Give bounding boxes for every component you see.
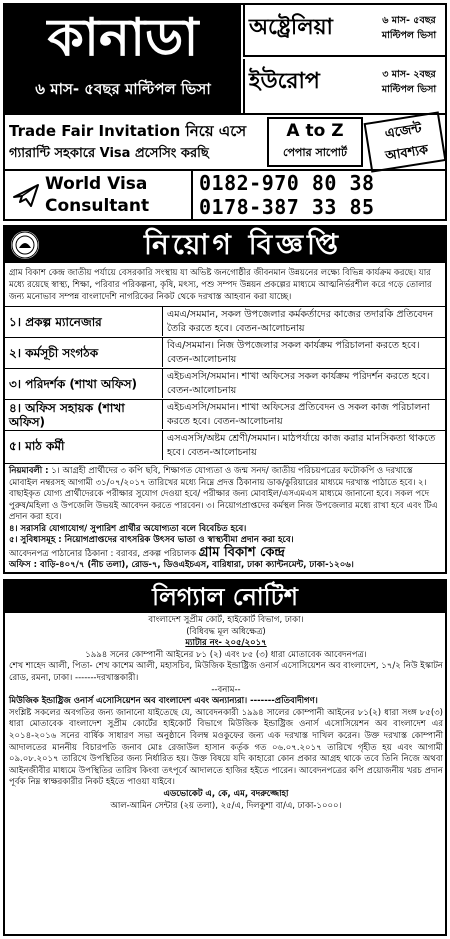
canada-subtitle: ৬ মাস- ৫বছর মাল্টিপল ভিসা xyxy=(35,80,211,98)
rules-text-1: ১। আগ্রহী প্রার্থীদের ৩ কপি ছবি, শিক্ষাগত যোগ্যতা ও জন্ম সনদ/ জাতীয় পরিচয়পত্রের ফটোকপি ও দরখাস্তে মোবাইল নম্বরসহ আগামী ৩১/০৭/২০১৭ তারিখের মধ্যে নিম্নে প্রদত্ত ঠিকানায় ডাক/কুরিয়ারের মাধ্যমে দরখাস্ত পাঠাতে হবে। ২। বাছাইকৃত যোগ্য প্রার্থীদেরকে পরীক্ষার সুযোগ দেওয়া হবে/ পরীক্ষার জন্য মোবাইল/এসএমএস মাধ্যমে জানানো হবে। সকল পদে পুরুষ/মহিলা ও উপজেলি উভয়ই আবেদন করতে পারবেন। ৩। নিয়োগপ্রাপ্তদের কর্মস্থল নিজ উপজেলার মধ্যে রাখা হবে এবং টিএ প্রদান করা হবে। xyxy=(9,466,438,522)
agent-wanted-stamp xyxy=(364,111,447,172)
company-name xyxy=(45,173,185,217)
versus: --বনাম-- xyxy=(211,684,241,695)
rules-section xyxy=(5,463,445,572)
legal-notice xyxy=(3,579,447,936)
phone-number-1: 0182-970 80 38 xyxy=(199,171,375,195)
company-name-line-2: Consultant xyxy=(45,196,150,216)
signatory: এডভোকেট এ, কে, এম, বদরুজ্জোহা xyxy=(163,788,289,799)
canada-panel xyxy=(5,5,241,113)
post-row xyxy=(5,399,445,430)
recruitment-title: নিয়োগ বিজ্ঞপ্তি xyxy=(143,228,343,261)
post-title: ১। প্রকল্প ম্যানেজার xyxy=(5,307,163,336)
posts-table xyxy=(5,306,445,461)
europe-duration xyxy=(374,67,444,97)
canada-title: কানাডা xyxy=(47,8,199,68)
post-row xyxy=(5,430,445,461)
post-row xyxy=(5,306,445,337)
contact-row xyxy=(5,169,445,219)
phone-number-2: 0178-387 33 85 xyxy=(199,195,375,219)
legal-notice-body xyxy=(9,615,443,812)
signatory-address: আল-আমিন সেন্টার (২য় তলা), ২৫/এ, দিলকুশা বা/এ, ঢাকা-১০০০। xyxy=(110,800,342,811)
post-description: এসএসসি/অষ্টম শ্রেণী/সমমান। মাঠপর্যায়ে কাজ করার মানসিকতা থাকতে হবে। বেতন-আলোচনায় xyxy=(167,433,436,458)
notice-text: সংশ্লিষ্ট সকলের অবগতির জন্য জানানো যাইতেছে যে, আবেদনকারী ১৯৯৪ সালের কোম্পানী আইনের ৮১(২) ধারা সংঙ্গ ৮৫(৩) ধারা মোতাবেক বাংলাদেশ সুপ্রীম কোর্টের হাইকোর্ট বিভাগে মিউজিক ইন্ডাষ্ট্রিজ ওনার্স এসোসিয়েশন অব বাংলাদেশ এর ২০১৪-২০১৬ সনের বার্ষিক সাধারণ সভা অনুষ্ঠানে বিলম্ব মওকুফের জন্য এক দরখাস্ত দাখিল করেন। উক্ত দরখাস্ত কোম্পানী আদালতের মাননীয় বিচারপতি জনাব মোঃ রেজাউল হাসান কর্তৃক গত ০৬.০৭.২০১৭ তারিখে গৃহীত হয় এবং আগামী ০৯.০৮.২০১৭ তারিখে উপস্থিতির জন্য নির্ধারিত হয়। উক্ত বিষয়ে যদি কাহারো কোন প্রকার আগ্রহ থাকে তবে তিনি নিজে অথবা আইনজীবীর মাধ্যমে উপস্থিতির তারিখ কিংবা তৎপূর্বে আদালতে হাজির হইতে পারেন। আবেদনপত্রের কপি প্রয়োজনীয় খরচ প্রদান পূর্বক নিম্ন স্বাক্ষরকারীর নিকট হইতে পাওয়া যাইবে। xyxy=(9,707,443,788)
post-title: ৫। মাঠ কর্মী xyxy=(5,431,163,460)
post-row xyxy=(5,337,445,368)
australia-duration-line-1: ৬ মাস- ৫বছর xyxy=(382,15,436,26)
europe-duration-line-1: ৩ মাস- ২বছর xyxy=(382,69,436,80)
recruitment-intro: গ্রাম বিকাশ কেন্দ্র জাতীয় পর্যায়ে বেসরকারি সংস্থায় যা অভিষ্ট জনগোষ্ঠীর জীবনমান উন্নয়নের লক্ষ্যে বিভিন্ন কার্যক্রম করছে। যার মধ্যে রয়েছে স্বাস্থ্য, শিক্ষা, পরিবার পরিকল্পনা, কৃষি, মৎস্য, পশু সম্পদ উন্নয়ন প্রকল্পের মাধ্যমে আত্মনির্ভরশীল করে গড়ে তোলার জন্য মনোভাব সম্পন্ন বাংলাদেশি নাগরিকের নিকট থেকে দরখাস্ত আহবান করা যাচ্ছে। xyxy=(9,268,432,302)
agent-wanted-line-1: এজেন্ট xyxy=(383,121,423,142)
australia-duration-line-2: মাল্টিপল ভিসা xyxy=(381,30,437,41)
rules-paragraph-1 xyxy=(9,466,441,524)
paper-support-subtitle: পেপার সাপোর্ট xyxy=(283,146,347,159)
post-description: এমএ/সমমান, সকল উপজেলার কর্মকর্তাদের কাজের তদারকি প্রতিবেদন তৈরি করতে হবে। বেতন-আলোচনায় xyxy=(167,309,434,334)
rules-text-2: ৪। সরাসরি যোগাযোগ/ সুপারিশ প্রার্থীর অযোগ্যতা বলে বিবেচিত হবে। xyxy=(9,523,247,534)
europe-panel xyxy=(243,59,447,113)
organization-name: গ্রাম বিকাশ কেন্দ্র xyxy=(198,544,285,560)
trade-fair-text xyxy=(9,119,259,165)
paper-support-title: A to Z xyxy=(286,121,344,141)
australia-panel xyxy=(243,5,447,57)
court-name: বাংলাদেশ সুপ্রীম কোর্ট, হাইকোর্ট বিভাগ, ঢাকা। xyxy=(148,615,304,625)
send-to-text: আবেদনপত্র পাঠানোর ঠিকানা : বরাবর, প্রকল্প পরিচালক xyxy=(9,548,197,559)
post-description: বিএ/সমমান। নিজ উপজেলার সকল কার্যক্রম পরিচালনা করতে হবে। বেতন-আলোচনায় xyxy=(167,340,420,365)
phone-numbers xyxy=(191,171,447,221)
jurisdiction: (বিধিবদ্ধ মূল অধিক্ষেত্র) xyxy=(186,626,266,637)
trade-fair-line-2: গ্যারান্টি সহকারে Visa প্রসেসিং করছি xyxy=(9,146,209,161)
post-title: ২। কর্মসূচী সংগঠক xyxy=(5,338,163,367)
post-description: এইচএসসি/সমমান। শাখা অফিসের সকল কার্যক্রম পরিদর্শন করতে হবে। বেতন-আলোচনায় xyxy=(167,371,430,396)
europe-name: ইউরোপ xyxy=(249,69,320,94)
company-name-line-1: World Visa xyxy=(45,174,148,194)
rules-label: নিয়মাবলী : xyxy=(9,466,49,476)
trade-fair-line-1: Trade Fair Invitation নিয়ে এসে xyxy=(9,122,247,140)
legal-notice-title: লিগ্যাল নোটিশ xyxy=(5,581,445,613)
application-address-line xyxy=(9,544,441,561)
post-row xyxy=(5,368,445,399)
trade-fair-row xyxy=(5,113,445,169)
act-reference: ১৯৯৪ সনের কোম্পানী আইনের ৮১ (২) এবং ৮৫ (৩) ধারা মোতাবেক আবেদনপত্র। xyxy=(85,649,367,660)
post-title: ৪। অফিস সহায়ক (শাখা অফিস) xyxy=(5,400,163,429)
post-description: এইচএসসি/সমমান। শাখা অফিসের প্রতিবেদন ও সকল কাজ পরিচালনা করতে হবে। বেতন-আলোচনায় xyxy=(167,402,430,427)
office-address: অফিস : বাড়ি-৪০৭/৭ (নীচ তলা), রোড-৭, ডিওএইচএস, বারিধারা, ঢাকা ক্যান্টনমেন্ট, ঢাকা-১২০৬। xyxy=(9,560,354,570)
organization-logo-icon xyxy=(11,231,39,259)
plane-icon xyxy=(11,180,41,210)
post-title: ৩। পরিদর্শক (শাখা অফিস) xyxy=(5,369,163,398)
agent-wanted-line-2: আবশ্যক xyxy=(384,142,430,165)
rules-text-3: ৫। সুবিধাসমূহ : নিয়োগপ্রাপ্তদের বাৎসরিক উৎসব ভাতা ও স্বাস্থ্যবীমা প্রদান করা হবে। xyxy=(9,535,294,545)
australia-name: অষ্ট্রেলিয়া xyxy=(249,15,333,40)
matter-number: ম্যাটার নং- ২০৫/২০১৭ xyxy=(185,638,267,649)
europe-duration-line-2: মাল্টিপল ভিসা xyxy=(381,84,437,95)
petitioner: শেখ শাহেদ আলী, পিতা- শেখ কাশেম আলী, মহাসচিব, মিউজিক ইন্ডাষ্ট্রিজ ওনার্স এসোসিয়েশন অব বাংলাদেশ, ১৭/২ নিউ ইস্কাটন রোড, রমনা, ঢাকা। -------দরখাস্তকারী। xyxy=(9,661,443,683)
recruitment-advertisement xyxy=(3,225,447,574)
recruitment-banner xyxy=(5,227,445,263)
visa-advertisement xyxy=(3,3,447,221)
paper-support-box xyxy=(267,117,363,167)
respondent: মিউজিক ইন্ডাষ্ট্রিজ ওনার্স এসোসিয়েশন অব বাংলাদেশ এবং অন্যান্যরা। -------প্রতিবাদীগণ। xyxy=(9,696,318,707)
australia-duration xyxy=(374,13,444,43)
